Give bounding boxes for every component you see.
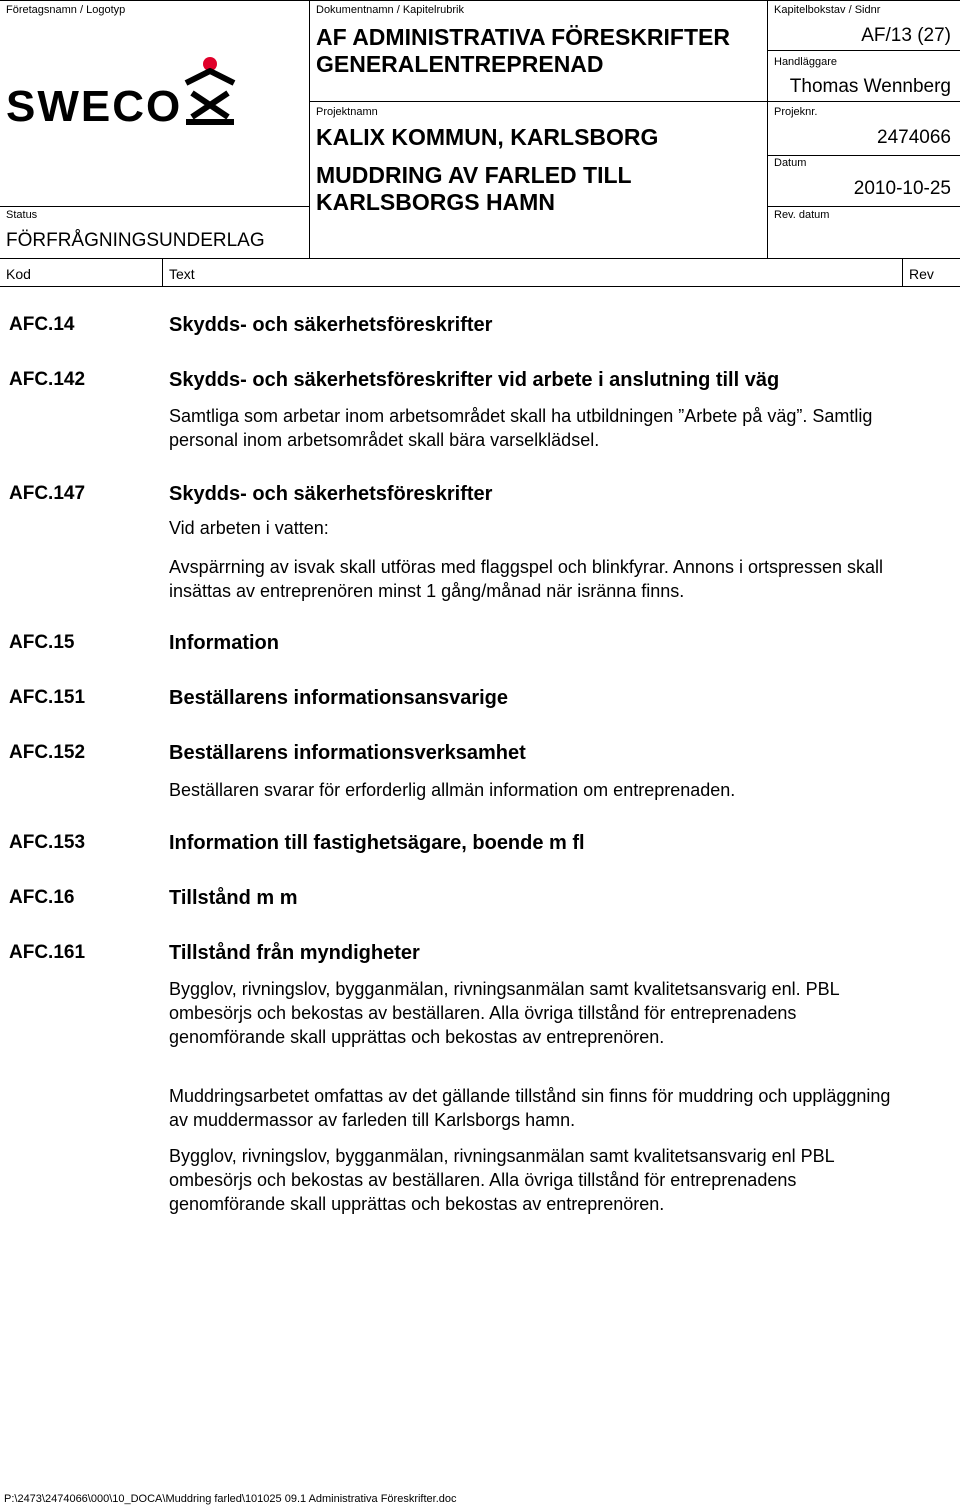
header-rule-revdatum: [767, 206, 960, 207]
section-heading: Skydds- och säkerhetsföreskrifter: [169, 314, 493, 336]
section-code: AFC.152: [9, 742, 86, 763]
section-code: AFC.142: [9, 369, 86, 390]
column-divider-rev: [902, 258, 903, 286]
section-paragraph: Bygglov, rivningslov, bygganmälan, rivningsanmälan samt kvalitetsansvarig enl PBL ombesörjs och bekostas av beställaren. Alla övriga tillstånd för entreprenadens genomförande skall upprättas och bekostas av entreprenören.: [169, 1146, 834, 1214]
header-rule-handlaggare: [767, 50, 960, 51]
date-label: Datum: [774, 157, 807, 169]
logo-wordmark: SWECO: [6, 82, 183, 130]
section-code: AFC.16: [9, 887, 75, 908]
page-label: Kapitelbokstav / Sidnr: [774, 4, 881, 16]
doc-label: Dokumentnamn / Kapitelrubrik: [316, 4, 464, 16]
section-code: AFC.161: [9, 942, 86, 963]
section-heading: Tillstånd från myndigheter: [169, 942, 420, 964]
handler-name: Thomas Wennberg: [789, 76, 951, 97]
project-subtitle: MUDDRING AV FARLED TILL KARLSBORGS HAMN: [316, 162, 632, 215]
sweco-logo-icon: [6, 55, 236, 130]
header-divider-1: [309, 0, 310, 258]
handler-label: Handläggare: [774, 56, 837, 68]
projnr-label: Projeknr.: [774, 106, 818, 118]
date-value: 2010-10-25: [853, 178, 951, 199]
section-heading: Skydds- och säkerhetsföreskrifter vid arbete i anslutning till väg: [169, 369, 780, 391]
section-code: AFC.151: [9, 687, 86, 708]
section-code: AFC.147: [9, 483, 86, 504]
project-label: Projektnamn: [316, 106, 378, 118]
status-value: FÖRFRÅGNINGSUNDERLAG: [6, 230, 265, 251]
section-heading: Tillstånd m m: [169, 887, 298, 909]
column-header-rev: Rev: [909, 266, 934, 282]
projnr-value: 2474066: [877, 127, 951, 148]
section-paragraph: Bygglov, rivningslov, bygganmälan, rivningsanmälan samt kvalitetsansvarig enl. PBL ombesörjs och bekostas av beställaren. Alla övriga tillstånd för entreprenadens genomförande skall upprättas och bekostas av entreprenören.: [169, 979, 839, 1047]
section-heading: Beställarens informationsverksamhet: [169, 742, 526, 764]
header-top-border: [0, 0, 960, 1]
header-rule-columns: [0, 258, 960, 259]
header-bottom-border: [0, 286, 960, 287]
project-name: KALIX KOMMUN, KARLSBORG: [316, 124, 659, 150]
section-code: AFC.15: [9, 632, 75, 653]
section-paragraph: Samtliga som arbetar inom arbetsområdet skall ha utbildningen ”Arbete på väg”. Samtlig personal inom arbetsområdet skall bära varselklädsel.: [169, 406, 873, 450]
company-logo: [6, 55, 236, 130]
section-heading: Information: [169, 632, 279, 654]
status-label: Status: [6, 209, 38, 221]
header-divider-2: [767, 0, 768, 258]
page-number: AF/13 (27): [861, 25, 951, 46]
section-paragraph: Beställaren svarar för erforderlig allmän information om entreprenaden.: [169, 780, 736, 800]
footer-file-path: P:\2473\2474066\000\10_DOCA\Muddring farled\101025 09.1 Administrativa Föreskrifter.doc: [4, 1493, 457, 1505]
column-divider-code: [162, 258, 163, 286]
header-rule-datum: [767, 155, 960, 156]
company-label: Företagsnamn / Logotyp: [6, 4, 126, 16]
section-heading: Information till fastighetsägare, boende m fl: [169, 832, 585, 854]
section-paragraph: Muddringsarbetet omfattas av det gällande tillstånd sin finns för muddring och uppläggning av muddermassor av farleden till Karlsborgs hamn.: [169, 1086, 891, 1130]
section-code: AFC.153: [9, 832, 86, 853]
section-heading: Beställarens informationsansvarige: [169, 687, 509, 709]
header-rule-status: [0, 206, 309, 207]
doc-title: AF ADMINISTRATIVA FÖRESKRIFTER GENERALENTREPRENAD: [316, 24, 730, 77]
column-header-text: Text: [169, 266, 195, 282]
section-paragraph: Vid arbeten i vatten:: [169, 518, 329, 538]
section-heading: Skydds- och säkerhetsföreskrifter: [169, 483, 493, 505]
column-header-code: Kod: [6, 266, 31, 282]
revdate-label: Rev. datum: [774, 209, 830, 221]
header-rule-projekt: [309, 101, 960, 102]
section-paragraph: Avspärrning av isvak skall utföras med flaggspel och blinkfyrar. Annons i ortspressen skall insättas av entreprenören minst 1 gång/månad när isränna finns.: [169, 557, 884, 601]
section-code: AFC.14: [9, 314, 75, 335]
